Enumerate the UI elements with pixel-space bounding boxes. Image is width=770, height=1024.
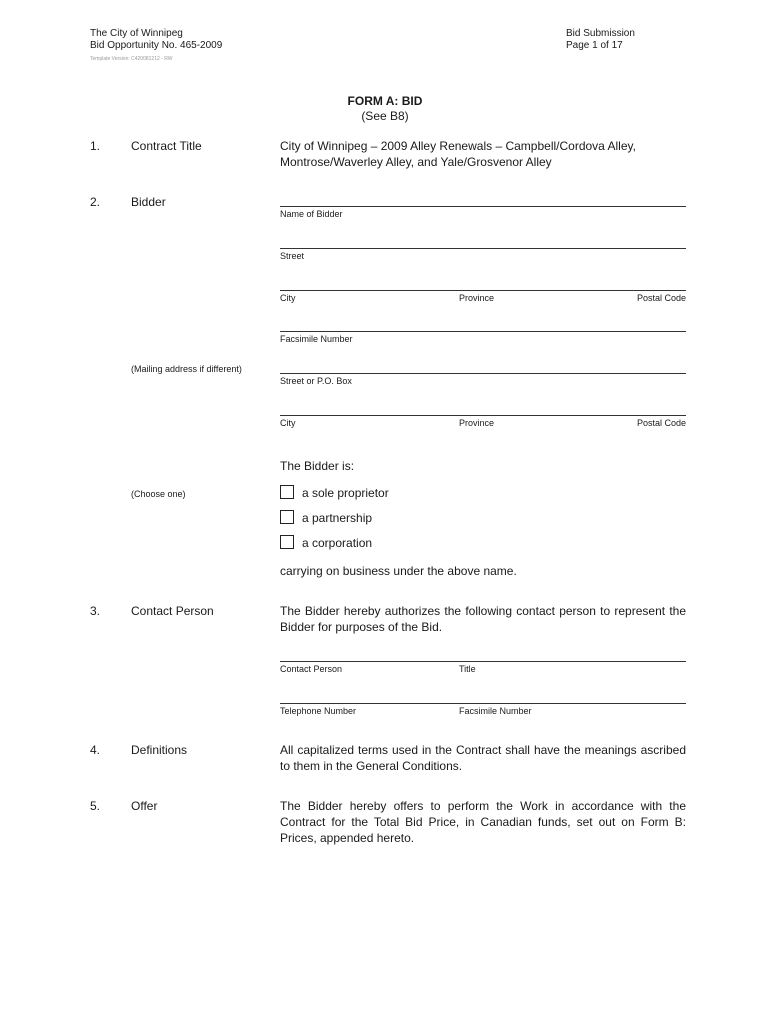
section-2-number: 2. xyxy=(90,195,101,209)
bid-submission-label: Bid Submission xyxy=(566,28,635,39)
street-po-label: Street or P.O. Box xyxy=(280,376,352,386)
city-province-postal-line[interactable] xyxy=(280,290,686,291)
city-name: The City of Winnipeg xyxy=(90,28,183,39)
sole-proprietor-checkbox[interactable] xyxy=(280,485,294,499)
form-title: FORM A: BID xyxy=(347,94,423,108)
city-province-postal-line-2[interactable] xyxy=(280,415,686,416)
facsimile-line[interactable] xyxy=(280,331,686,332)
street-label: Street xyxy=(280,251,305,261)
bid-opportunity-number: Bid Opportunity No. 465-2009 xyxy=(90,40,223,51)
name-of-bidder-line[interactable] xyxy=(280,206,686,207)
form-subtitle: (See B8) xyxy=(361,109,409,123)
street-po-line[interactable] xyxy=(280,373,686,374)
page-number: Page 1 of 17 xyxy=(566,40,623,51)
city-label-2: City xyxy=(280,418,296,428)
province-label-2: Province xyxy=(459,418,495,428)
contact-person-text: The Bidder hereby authorizes the following contact person to represent the Bidder for purposes of the Bid. xyxy=(280,604,686,634)
section-4-label: Definitions xyxy=(131,743,188,757)
definitions-text: All capitalized terms used in the Contract shall have the meanings ascribed to them in the General Conditions. xyxy=(280,743,686,773)
section-5-label: Offer xyxy=(131,799,158,813)
choose-one-label: (Choose one) xyxy=(131,489,186,499)
section-2-label: Bidder xyxy=(131,195,166,209)
postal-code-label-2: Postal Code xyxy=(636,418,686,428)
telephone-number-label: Telephone Number xyxy=(280,706,357,716)
sole-proprietor-label: a sole proprietor xyxy=(302,486,389,500)
template-version: Template Version: C420081212 - RW xyxy=(90,56,173,62)
province-label: Province xyxy=(459,293,495,303)
city-label: City xyxy=(280,293,296,303)
street-line[interactable] xyxy=(280,248,686,249)
section-1-label: Contract Title xyxy=(131,139,202,153)
facsimile-label: Facsimile Number xyxy=(280,334,353,344)
contract-title-text: City of Winnipeg – 2009 Alley Renewals – Campbell/Cordova Alley, Montrose/Waverley Alley, and Yale/Grosvenor Alley xyxy=(280,139,636,169)
partnership-checkbox[interactable] xyxy=(280,510,294,524)
postal-code-label: Postal Code xyxy=(636,293,686,303)
section-5-number: 5. xyxy=(90,799,101,813)
contact-person-title-line[interactable] xyxy=(280,661,686,662)
header-right xyxy=(566,28,635,52)
contact-person-label: Contact Person xyxy=(280,664,343,674)
mailing-address-label: (Mailing address if different) xyxy=(131,364,242,374)
telephone-facsimile-line[interactable] xyxy=(280,703,686,704)
partnership-label: a partnership xyxy=(302,511,373,525)
facsimile-number-label: Facsimile Number xyxy=(459,706,532,716)
corporation-checkbox[interactable] xyxy=(280,535,294,549)
corporation-label: a corporation xyxy=(302,536,373,550)
name-of-bidder-label: Name of Bidder xyxy=(280,209,343,219)
title-label: Title xyxy=(459,664,476,674)
section-1-number: 1. xyxy=(90,139,101,153)
bidder-is-label: The Bidder is: xyxy=(280,459,355,473)
carrying-on-business-text: carrying on business under the above name. xyxy=(280,564,517,578)
section-3-number: 3. xyxy=(90,604,101,618)
section-4-number: 4. xyxy=(90,743,101,757)
header-left xyxy=(90,28,222,52)
section-3-label: Contact Person xyxy=(131,604,214,618)
offer-text: The Bidder hereby offers to perform the Work in accordance with the Contract for the Total Bid Price, in Canadian funds, set out on Form B: Prices, appended hereto. xyxy=(280,799,686,845)
